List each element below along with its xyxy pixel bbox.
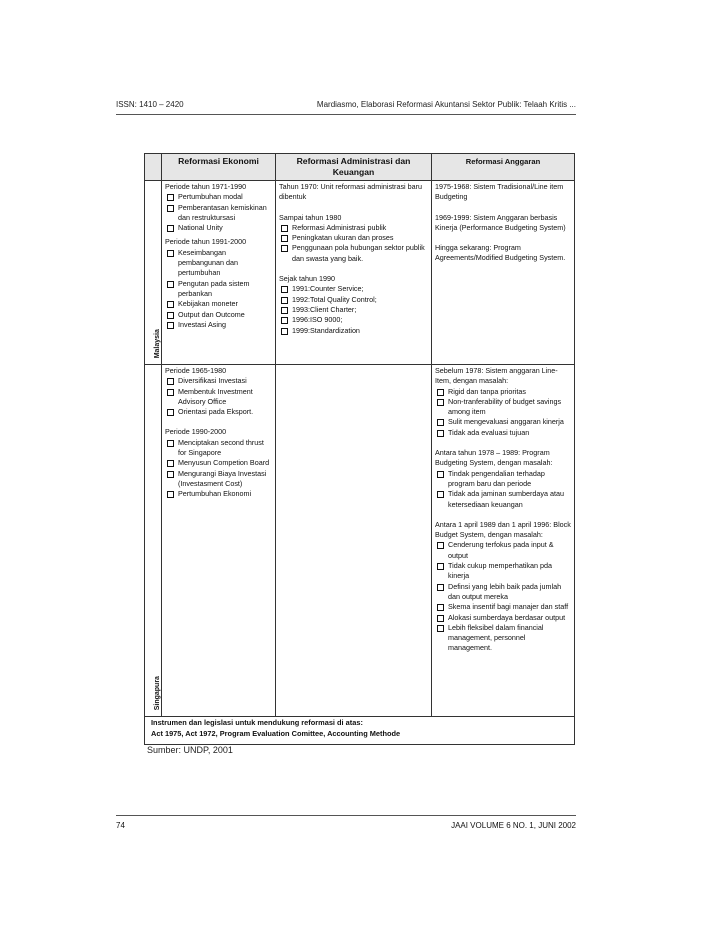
footer-rule <box>116 815 576 816</box>
checkbox-item: Pengutan pada sistem perbankan <box>165 279 272 300</box>
checkbox-item: 1993:Client Charter; <box>279 305 428 315</box>
country-label-singapura: Singapura <box>154 675 161 710</box>
checkbox-item: Definsi yang lebih baik pada jumlah dan output mereka <box>435 582 571 603</box>
singapura-econ-list2 <box>165 438 272 500</box>
checkbox-item: Pertumbuhan Ekonomi <box>165 489 272 499</box>
checkbox-item: Keseimbangan pembangunan dan pertumbuhan <box>165 248 272 279</box>
malaysia-budget-p1: 1975-1968: Sistem Tradisional/Line item Budgeting <box>435 182 564 202</box>
checkbox-item: National Unity <box>165 223 272 233</box>
checkbox-item: Tidak ada jaminan sumberdaya atau ketersediaan keuangan <box>435 489 571 510</box>
reform-table <box>144 153 575 745</box>
checkbox-item: Pertumbuhan modal <box>165 192 272 202</box>
checkbox-item: Penggunaan pola hubungan sektor publik dan swasta yang baik. <box>279 243 428 264</box>
singapura-budget-list3 <box>435 540 571 653</box>
running-title: Mardiasmo, Elaborasi Reformasi Akuntansi Sektor Publik: Telaah Kritis ... <box>316 100 576 109</box>
checkbox-item: Pemberantasan kemiskinan dan restruktursasi <box>165 203 272 224</box>
malaysia-admin-p1: Tahun 1970: Unit reformasi administrasi baru dibentuk <box>279 182 423 202</box>
singapura-budget-cell <box>432 365 575 717</box>
checkbox-item: Tindak pengendalian terhadap program baru dan periode <box>435 469 571 490</box>
checkbox-item: Kebijakan moneter <box>165 299 272 309</box>
checkbox-item: Menciptakan second thrust for Singapore <box>165 438 272 459</box>
checkbox-item: Non-tranferability of budget savings among item <box>435 397 571 418</box>
col-header-administrasi: Reformasi Administrasi dan Keuangan <box>276 154 432 181</box>
malaysia-admin-p3: Sejak tahun 1990 <box>279 274 335 284</box>
col-header-anggaran: Reformasi Anggaran <box>432 154 575 181</box>
checkbox-item: Alokasi sumberdaya berdasar output <box>435 613 571 623</box>
col-header-ekonomi: Reformasi Ekonomi <box>162 154 276 181</box>
country-cell-singapura <box>145 365 162 717</box>
checkbox-item: Mengurangi Biaya Investasi (Investasment Cost) <box>165 469 272 490</box>
malaysia-budget-cell <box>432 181 575 365</box>
checkbox-item: Investasi Asing <box>165 320 272 330</box>
country-label-malaysia: Malaysia <box>154 328 161 358</box>
checkbox-item: Reformasi Administrasi publik <box>279 223 428 233</box>
checkbox-item: Rigid dan tanpa prioritas <box>435 387 571 397</box>
checkbox-item: Tidak cukup memperhatikan pda kinerja <box>435 561 571 582</box>
malaysia-admin-p2: Sampai tahun 1980 <box>279 212 342 222</box>
singapura-econ-list1 <box>165 376 272 417</box>
table-footer-line1: Instrumen dan legislasi untuk mendukung reformasi di atas: <box>151 718 363 727</box>
checkbox-item: Tidak ada evaluasi tujuan <box>435 428 571 438</box>
issn-text: ISSN: 1410 – 2420 <box>116 100 184 109</box>
malaysia-admin-cell <box>276 181 432 365</box>
singapura-econ-period1: Periode 1965-1980 <box>165 366 227 375</box>
country-cell-malaysia <box>145 181 162 365</box>
page-number: 74 <box>116 821 125 830</box>
singapura-budget-list2 <box>435 469 571 510</box>
checkbox-item: 1999:Standardization <box>279 326 428 336</box>
table-footer-line2: Act 1975, Act 1972, Program Evaluation Comittee, Accounting Methode <box>151 728 401 738</box>
malaysia-econ-cell <box>162 181 276 365</box>
corner-cell <box>145 154 162 181</box>
row-footer <box>145 717 575 745</box>
singapura-budget-p1: Sebelum 1978: Sistem anggaran Line-Item, dengan masalah: <box>435 366 558 386</box>
checkbox-item: 1991:Counter Service; <box>279 284 428 294</box>
singapura-budget-list1 <box>435 387 571 438</box>
singapura-econ-cell <box>162 365 276 717</box>
checkbox-item: Menyusun Competion Board <box>165 458 272 468</box>
checkbox-item: Skema insentif bagi manajer dan staff <box>435 602 571 612</box>
checkbox-item: Membentuk Investment Advisory Office <box>165 387 272 408</box>
source-note: Sumber: UNDP, 2001 <box>147 745 233 755</box>
checkbox-item: Sulit mengevaluasi anggaran kinerja <box>435 417 571 427</box>
malaysia-econ-period2: Periode tahun 1991-2000 <box>165 237 247 247</box>
malaysia-econ-period1: Periode tahun 1971-1990 <box>165 182 247 191</box>
checkbox-item: Lebih fleksibel dalam financial management, personnel management. <box>435 623 571 654</box>
checkbox-item: 1996:ISO 9000; <box>279 315 428 325</box>
malaysia-admin-list2 <box>279 223 428 264</box>
checkbox-item: Output dan Outcome <box>165 310 272 320</box>
singapura-econ-period2: Periode 1990-2000 <box>165 427 227 437</box>
journal-citation: JAAI VOLUME 6 NO. 1, JUNI 2002 <box>451 821 576 830</box>
malaysia-admin-list3 <box>279 284 428 335</box>
row-malaysia <box>145 181 575 365</box>
checkbox-item: Cenderung terfokus pada input & output <box>435 540 571 561</box>
row-singapura <box>145 365 575 717</box>
malaysia-econ-list2 <box>165 248 272 330</box>
malaysia-budget-p3: Hingga sekarang: Program Agreements/Modified Budgeting System. <box>435 243 566 263</box>
singapura-budget-p3: Antara 1 april 1989 dan 1 april 1996: Block Budget System, dengan masalah: <box>435 519 571 540</box>
singapura-budget-p2: Antara tahun 1978 – 1989: Program Budgeting System, dengan masalah: <box>435 448 553 468</box>
header-rule <box>116 114 576 115</box>
checkbox-item: Diversifikasi Investasi <box>165 376 272 386</box>
checkbox-item: 1992:Total Quality Control; <box>279 295 428 305</box>
table-footer-cell <box>145 717 575 745</box>
checkbox-item: Orientasi pada Eksport. <box>165 407 272 417</box>
checkbox-item: Peningkatan ukuran dan proses <box>279 233 428 243</box>
malaysia-econ-list1 <box>165 192 272 233</box>
malaysia-budget-p2: 1969-1999: Sistem Anggaran berbasis Kinerja (Performance Budgeting System) <box>435 212 566 232</box>
singapura-admin-cell <box>276 365 432 717</box>
